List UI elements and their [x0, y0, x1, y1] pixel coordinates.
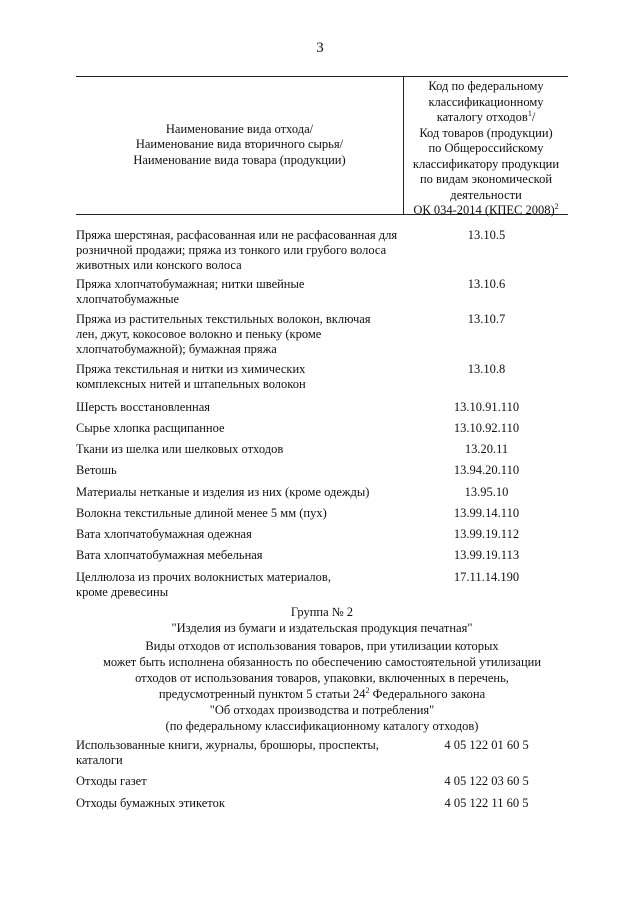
superscript: 2 [365, 685, 370, 695]
group-desc-text: Федерального закона [369, 687, 486, 701]
header-right-line: классификационному [428, 94, 544, 109]
group-desc-line: отходов от использования товаров, упаковки, включенных в перечень, [135, 671, 509, 685]
table-row-name: Использованные книги, журналы, брошюры, проспекты, каталоги [76, 738, 379, 767]
table-row-name: Целлюлоза из прочих волокнистых материалов, кроме древесины [76, 570, 331, 599]
table-row-name: Отходы бумажных этикеток [76, 796, 225, 810]
header-right-line: ОК 034-2014 (КПЕС 2008) [413, 203, 555, 217]
table-row-name: Ткани из шелка или шелковых отходов [76, 442, 284, 456]
table-row-code: 13.10.6 [467, 277, 506, 291]
table-row-name: Пряжа шерстяная, расфасованная или не расфасованная для розничной продажи; пряжа из тонкого или грубого волоса животных или конского волоса [76, 228, 398, 272]
table-row-code: 13.10.5 [467, 228, 506, 242]
group-subtitle: "Изделия из бумаги и издательская продукция печатная" [171, 621, 473, 635]
header-right-line: по видам экономической [419, 172, 553, 186]
table-row-code: 13.10.7 [467, 312, 506, 326]
table-row-name: Отходы газет [76, 774, 147, 788]
header-right-line: по Общероссийскому [428, 141, 544, 155]
table-row-code: 17.11.14.190 [453, 570, 520, 584]
table-row-name: Материалы нетканые и изделия из них (кроме одежды) [76, 485, 370, 499]
header-right-line: классификатору продукции [412, 156, 560, 171]
group-desc-line: может быть исполнена обязанность по обеспечению самостоятельной утилизации [102, 655, 542, 669]
footnote-marker: 2 [554, 201, 559, 211]
table-row-code: 13.99.14.110 [453, 506, 520, 520]
header-right-line: Код товаров (продукции) [419, 125, 553, 140]
group-title: Группа № 2 [290, 605, 354, 619]
header-left-line: Наименование вида вторичного сырья/ [135, 137, 344, 152]
table-row-name: Вата хлопчатобумажная одежная [76, 527, 252, 541]
group-desc-line: "Об отходах производства и потребления" [209, 703, 435, 717]
table-row-code: 13.10.8 [467, 362, 506, 376]
header-right-line: Код по федеральному [428, 79, 544, 93]
table-row-name: Пряжа из растительных текстильных волокон, включая лен, джут, кокосовое волокно и пеньку (кроме хлопчатобумажной); бумажная пряжа [76, 312, 371, 356]
header-left-line: Наименование вида отхода/ [165, 121, 314, 136]
table-row-name: Ветошь [76, 463, 117, 477]
table-row-name: Вата хлопчатобумажная мебельная [76, 548, 263, 562]
header-right-line: каталогу отходов [436, 110, 528, 124]
group-heading [76, 604, 568, 636]
header-left-line: Наименование вида товара (продукции) [133, 152, 346, 167]
table-header-code [404, 79, 568, 219]
table-row-code: 13.94.20.110 [453, 463, 520, 477]
table-row-code: 13.10.91.110 [453, 400, 520, 414]
group-desc-text: предусмотренный пунктом 5 статьи 24 [158, 687, 366, 701]
table-row-name: Сырье хлопка расщипанное [76, 421, 225, 435]
group-description [76, 638, 568, 734]
table-header-waste-name [76, 76, 403, 214]
table-row-code: 13.95.10 [464, 485, 509, 499]
table-row-code: 13.10.92.110 [453, 421, 520, 435]
table-row-name: Пряжа текстильная и нитки из химических комплексных нитей и штапельных волокон [76, 362, 306, 391]
table-row-name: Пряжа хлопчатобумажная; нитки швейные хлопчатобумажные [76, 277, 305, 306]
table-row-name: Шерсть восстановленная [76, 400, 211, 414]
group-desc-line: Виды отходов от использования товаров, при утилизации которых [145, 639, 499, 653]
table-row-name: Волокна текстильные длиной менее 5 мм (пух) [76, 506, 327, 520]
table-row-code: 4 05 122 01 60 5 [444, 738, 529, 752]
table-row-code: 13.99.19.113 [453, 548, 520, 562]
footnote-marker: 1 [527, 108, 532, 118]
group-desc-line: (по федеральному классификационному каталогу отходов) [165, 719, 479, 733]
table-row-code: 13.20.11 [464, 442, 509, 456]
table-row-code: 13.99.19.112 [453, 527, 520, 541]
page-number: 3 [316, 40, 324, 56]
group-desc-line [159, 687, 485, 701]
table-row-code: 4 05 122 03 60 5 [444, 774, 529, 788]
table-row-code: 4 05 122 11 60 5 [444, 796, 529, 810]
header-slash: / [531, 110, 536, 124]
header-right-line: деятельности [450, 187, 522, 202]
